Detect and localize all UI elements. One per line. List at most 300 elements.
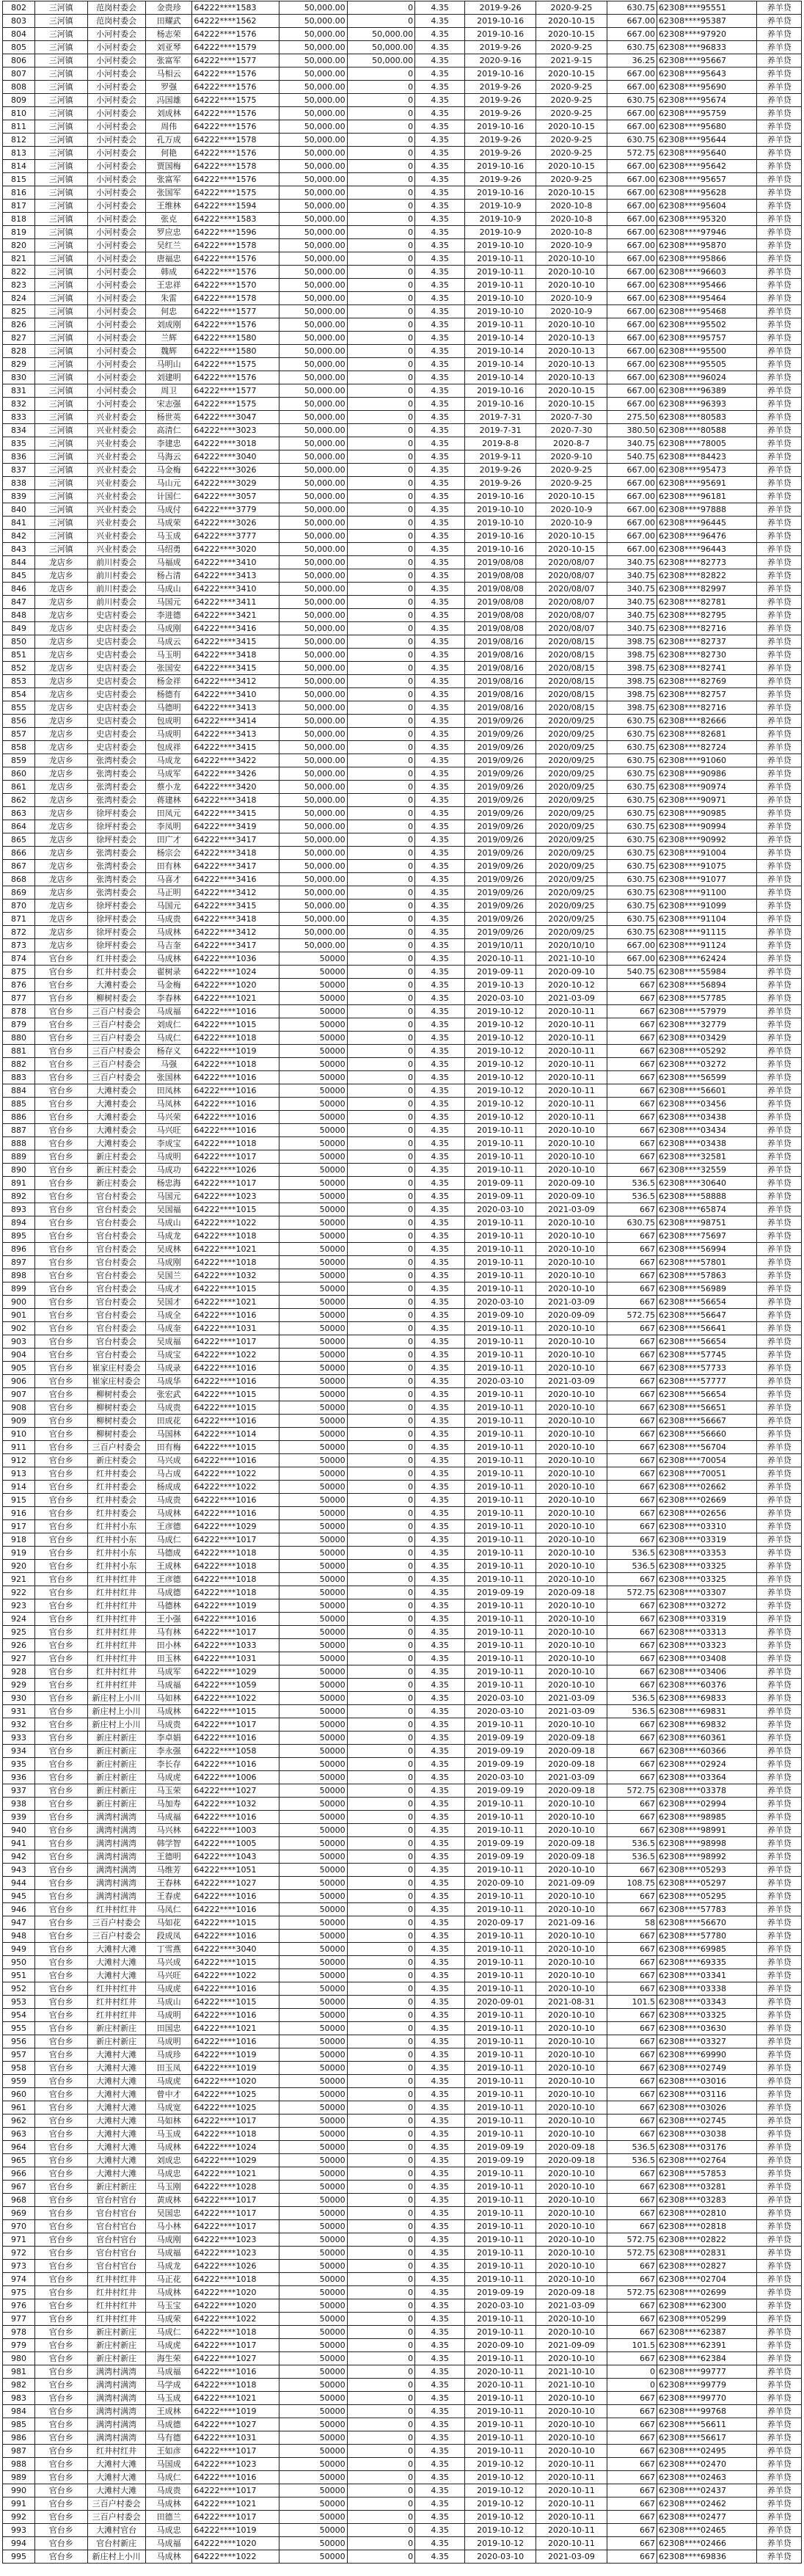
loan-amount: 50,000.00: [279, 583, 347, 596]
row-number: 876: [3, 979, 35, 992]
table-row: [3, 966, 802, 979]
loan-balance: 0: [347, 1969, 414, 1982]
account-number: 62308****62424: [657, 952, 757, 966]
account-number: 62308****60376: [657, 1679, 757, 1692]
start-date: 2019-09-19: [465, 1745, 536, 1758]
account-number: 62308****03319: [657, 1533, 757, 1547]
interest-amount: 667: [607, 1943, 657, 1956]
loan-type: 养羊贷: [757, 134, 802, 147]
interest-rate: 4.35: [415, 622, 465, 635]
end-date: 2020-10-10: [536, 1401, 607, 1415]
table-row: [3, 2273, 802, 2286]
loan-amount: 50000: [279, 1494, 347, 1507]
table-row: [3, 1335, 802, 1349]
row-number: 973: [3, 2260, 35, 2273]
end-date: 2020-10-10: [536, 2313, 607, 2326]
borrower-name: 马成贵: [145, 1401, 192, 1415]
start-date: 2019-10-12: [465, 2471, 536, 2484]
account-number: 62308****82757: [657, 688, 757, 701]
id-number: 64222****1017: [192, 1335, 279, 1349]
loan-amount: 50,000.00: [279, 266, 347, 279]
table-row: [3, 1401, 802, 1415]
township: 三河镇: [35, 94, 88, 107]
loan-balance: 0: [347, 1428, 414, 1441]
table-row: [3, 1282, 802, 1296]
interest-amount: 667: [607, 1507, 657, 1520]
interest-rate: 4.35: [415, 2471, 465, 2484]
township: 官台乡: [35, 1824, 88, 1837]
township: 三河镇: [35, 213, 88, 226]
interest-amount: 667: [607, 1243, 657, 1256]
row-number: 853: [3, 675, 35, 688]
loan-balance: 0: [347, 1916, 414, 1930]
loan-balance: 0: [347, 1560, 414, 1573]
account-number: 62308****82716: [657, 701, 757, 715]
loan-type: 养羊贷: [757, 979, 802, 992]
end-date: 2020-9-10: [536, 450, 607, 464]
start-date: 2020-03-10: [465, 1771, 536, 1784]
id-number: 64222****1015: [192, 1388, 279, 1401]
row-number: 901: [3, 1309, 35, 1322]
village: 张湾村委会: [87, 873, 145, 886]
account-number: 62308****02669: [657, 1494, 757, 1507]
village: 红井村红井: [87, 2009, 145, 2022]
account-number: 62308****32779: [657, 1018, 757, 1032]
id-number: 64222****1018: [192, 2273, 279, 2286]
table-row: [3, 266, 802, 279]
table-row: [3, 569, 802, 583]
table-row: [3, 1586, 802, 1599]
account-number: 62308****02466: [657, 2537, 757, 2550]
township: 三河镇: [35, 292, 88, 305]
interest-rate: 4.35: [415, 1137, 465, 1150]
start-date: 2019-10-12: [465, 2537, 536, 2550]
row-number: 910: [3, 1428, 35, 1441]
loan-balance: 0: [347, 543, 414, 556]
loan-balance: 0: [347, 556, 414, 569]
loan-type: 养羊贷: [757, 1930, 802, 1943]
id-number: 64222****1018: [192, 1137, 279, 1150]
row-number: 862: [3, 794, 35, 807]
borrower-name: 马成福: [145, 1005, 192, 1018]
township: 官台乡: [35, 1745, 88, 1758]
interest-rate: 4.35: [415, 266, 465, 279]
township: 龙店乡: [35, 662, 88, 675]
id-number: 64222****1016: [192, 2365, 279, 2379]
village: 小河村委会: [87, 160, 145, 173]
account-number: 62308****02764: [657, 2154, 757, 2167]
loan-balance: 50,000.00: [347, 41, 414, 54]
loan-balance: 0: [347, 1547, 414, 1560]
interest-rate: 4.35: [415, 1798, 465, 1811]
township: 官台乡: [35, 1520, 88, 1533]
end-date: 2020-10-10: [536, 1362, 607, 1375]
loan-type: 养羊贷: [757, 2009, 802, 2022]
borrower-name: 张国军: [145, 186, 192, 200]
loan-balance: 0: [347, 886, 414, 900]
account-number: 62308****91099: [657, 900, 757, 913]
id-number: 64222****1021: [192, 2497, 279, 2511]
loan-balance: 0: [347, 332, 414, 345]
end-date: 2020/09/25: [536, 873, 607, 886]
loan-amount: 50000: [279, 1415, 347, 1428]
loan-type: 养羊贷: [757, 1665, 802, 1679]
village: 小河村委会: [87, 107, 145, 120]
loan-type: 养羊贷: [757, 477, 802, 490]
end-date: 2020-10-10: [536, 2009, 607, 2022]
row-number: 883: [3, 1071, 35, 1084]
end-date: 2020-10-10: [536, 1467, 607, 1481]
row-number: 902: [3, 1322, 35, 1335]
township: 三河镇: [35, 411, 88, 424]
interest-amount: 667.00: [607, 160, 657, 173]
loan-amount: 50000: [279, 2299, 347, 2313]
row-number: 953: [3, 1996, 35, 2009]
village: 史店村委会: [87, 609, 145, 622]
loan-type: 养羊贷: [757, 517, 802, 530]
interest-rate: 4.35: [415, 926, 465, 939]
loan-amount: 50000: [279, 1732, 347, 1745]
interest-rate: 4.35: [415, 384, 465, 398]
township: 三河镇: [35, 239, 88, 252]
end-date: 2020/09/25: [536, 728, 607, 741]
village: 官台村委会: [87, 1230, 145, 1243]
id-number: 64222****1578: [192, 292, 279, 305]
end-date: 2020-10-11: [536, 1111, 607, 1124]
account-number: 62308****97946: [657, 226, 757, 239]
table-row: [3, 2511, 802, 2524]
row-number: 936: [3, 1771, 35, 1784]
start-date: 2019-10-11: [465, 2233, 536, 2247]
account-number: 62308****03406: [657, 1665, 757, 1679]
account-number: 62308****95551: [657, 1, 757, 15]
township: 官台乡: [35, 1164, 88, 1177]
start-date: 2019/08/16: [465, 649, 536, 662]
row-number: 805: [3, 41, 35, 54]
interest-amount: 667.00: [607, 477, 657, 490]
row-number: 854: [3, 688, 35, 701]
id-number: 64222****3018: [192, 437, 279, 450]
end-date: 2020-10-10: [536, 1322, 607, 1335]
village: 红井村红井: [87, 2445, 145, 2458]
table-row: [3, 160, 802, 173]
id-number: 64222****1570: [192, 279, 279, 292]
interest-amount: 667: [607, 2471, 657, 2484]
id-number: 64222****1043: [192, 1850, 279, 1864]
end-date: 2020/08/15: [536, 688, 607, 701]
interest-rate: 4.35: [415, 1428, 465, 1441]
loan-balance: 0: [347, 1375, 414, 1388]
id-number: 64222****1016: [192, 1732, 279, 1745]
loan-type: 养羊贷: [757, 820, 802, 833]
interest-amount: 667: [607, 2352, 657, 2365]
id-number: 64222****1032: [192, 1798, 279, 1811]
table-row: [3, 781, 802, 794]
loan-table-body: [3, 1, 802, 2564]
row-number: 932: [3, 1718, 35, 1732]
id-number: 64222****1021: [192, 2392, 279, 2405]
id-number: 64222****1029: [192, 2154, 279, 2167]
borrower-name: 马成明: [145, 2009, 192, 2022]
township: 官台乡: [35, 1137, 88, 1150]
id-number: 64222****1575: [192, 398, 279, 411]
township: 官台乡: [35, 1639, 88, 1652]
interest-rate: 4.35: [415, 1309, 465, 1322]
township: 官台乡: [35, 1494, 88, 1507]
id-number: 64222****1019: [192, 2524, 279, 2537]
interest-rate: 4.35: [415, 437, 465, 450]
borrower-name: 马成刚: [145, 2233, 192, 2247]
id-number: 64222****3414: [192, 715, 279, 728]
interest-amount: 667: [607, 1758, 657, 1771]
loan-balance: 0: [347, 596, 414, 609]
account-number: 62308****60366: [657, 1745, 757, 1758]
account-number: 62308****05299: [657, 2313, 757, 2326]
id-number: 64222****1015: [192, 1282, 279, 1296]
row-number: 941: [3, 1837, 35, 1850]
borrower-name: 马玉成: [145, 2128, 192, 2141]
interest-rate: 4.35: [415, 120, 465, 134]
loan-type: 养羊贷: [757, 2088, 802, 2101]
interest-amount: 667.00: [607, 213, 657, 226]
loan-balance: 0: [347, 1256, 414, 1269]
table-row: [3, 477, 802, 490]
loan-type: 养羊贷: [757, 1811, 802, 1824]
end-date: 2020-10-10: [536, 2233, 607, 2247]
table-row: [3, 2167, 802, 2181]
start-date: 2019-10-12: [465, 1084, 536, 1098]
interest-amount: 101.5: [607, 2339, 657, 2352]
account-number: 62308****95674: [657, 94, 757, 107]
township: 龙店乡: [35, 675, 88, 688]
start-date: 2019-9-26: [465, 134, 536, 147]
interest-rate: 4.35: [415, 28, 465, 41]
id-number: 64222****1018: [192, 1560, 279, 1573]
end-date: 2020/09/25: [536, 754, 607, 767]
loan-amount: 50000: [279, 1203, 347, 1216]
loan-amount: 50,000.00: [279, 81, 347, 94]
borrower-name: 吴国福: [145, 1203, 192, 1216]
borrower-name: 马成林: [145, 1705, 192, 1718]
table-row: [3, 1758, 802, 1771]
loan-amount: 50000: [279, 1520, 347, 1533]
loan-amount: 50000: [279, 2154, 347, 2167]
loan-balance: 0: [347, 675, 414, 688]
interest-amount: 667: [607, 2445, 657, 2458]
village: 张湾村委会: [87, 794, 145, 807]
row-number: 952: [3, 1982, 35, 1996]
loan-type: 养羊贷: [757, 992, 802, 1005]
loan-amount: 50000: [279, 1177, 347, 1190]
id-number: 64222****1017: [192, 2115, 279, 2128]
loan-type: 养羊贷: [757, 384, 802, 398]
row-number: 840: [3, 503, 35, 517]
loan-type: 养羊贷: [757, 1216, 802, 1230]
account-number: 62308****78005: [657, 437, 757, 450]
interest-amount: 667.00: [607, 398, 657, 411]
loan-type: 养羊贷: [757, 1507, 802, 1520]
village: 大滩村委会: [87, 1137, 145, 1150]
borrower-name: 马德林: [145, 1599, 192, 1613]
table-row: [3, 2365, 802, 2379]
borrower-name: 马成林: [145, 1507, 192, 1520]
row-number: 873: [3, 939, 35, 952]
loan-balance: 0: [347, 358, 414, 371]
table-row: [3, 701, 802, 715]
loan-balance: 0: [347, 1679, 414, 1692]
interest-amount: 398.75: [607, 662, 657, 675]
interest-amount: 667.00: [607, 371, 657, 384]
loan-amount: 50000: [279, 2233, 347, 2247]
loan-balance: 0: [347, 833, 414, 847]
start-date: 2019-10-11: [465, 2313, 536, 2326]
interest-rate: 4.35: [415, 1547, 465, 1560]
loan-balance: 0: [347, 266, 414, 279]
borrower-name: 马凤仁: [145, 1903, 192, 1916]
interest-rate: 4.35: [415, 1599, 465, 1613]
township: 官台乡: [35, 1454, 88, 1467]
township: 官台乡: [35, 1428, 88, 1441]
borrower-name: 孔万成: [145, 134, 192, 147]
loan-type: 养羊贷: [757, 1784, 802, 1798]
loan-amount: 50000: [279, 2339, 347, 2352]
interest-rate: 4.35: [415, 688, 465, 701]
interest-amount: 667: [607, 1732, 657, 1745]
village: 满湾村满湾: [87, 2365, 145, 2379]
table-row: [3, 2062, 802, 2075]
id-number: 64222****1562: [192, 15, 279, 28]
borrower-name: 包成祥: [145, 741, 192, 754]
loan-balance: 0: [347, 1533, 414, 1547]
start-date: 2019-10-11: [465, 1864, 536, 1877]
interest-amount: 667: [607, 1230, 657, 1243]
start-date: 2019-10-11: [465, 2088, 536, 2101]
start-date: 2019-10-11: [465, 1137, 536, 1150]
loan-balance: 0: [347, 2392, 414, 2405]
start-date: 2019/08/16: [465, 635, 536, 649]
row-number: 894: [3, 1216, 35, 1230]
row-number: 850: [3, 635, 35, 649]
id-number: 64222****3040: [192, 450, 279, 464]
township: 官台乡: [35, 2181, 88, 2194]
table-row: [3, 213, 802, 226]
table-row: [3, 134, 802, 147]
interest-amount: 667.00: [607, 490, 657, 503]
loan-balance: 0: [347, 781, 414, 794]
loan-type: 养羊贷: [757, 1982, 802, 1996]
loan-amount: 50000: [279, 1903, 347, 1916]
id-number: 64222****3779: [192, 503, 279, 517]
start-date: 2019/08/08: [465, 596, 536, 609]
township: 官台乡: [35, 1071, 88, 1084]
start-date: 2019/08/16: [465, 675, 536, 688]
loan-balance: 0: [347, 1084, 414, 1098]
borrower-name: 马成贵: [145, 2484, 192, 2497]
interest-rate: 4.35: [415, 1745, 465, 1758]
id-number: 64222****1016: [192, 1890, 279, 1903]
account-number: 62308****05293: [657, 1864, 757, 1877]
village: 小河村委会: [87, 186, 145, 200]
borrower-name: 周伟: [145, 120, 192, 134]
loan-amount: 50000: [279, 1850, 347, 1864]
table-row: [3, 1560, 802, 1573]
township: 官台乡: [35, 2207, 88, 2220]
account-number: 62308****57863: [657, 1269, 757, 1282]
interest-amount: 58: [607, 1916, 657, 1930]
loan-balance: 0: [347, 1216, 414, 1230]
end-date: 2020-10-11: [536, 2471, 607, 2484]
interest-rate: 4.35: [415, 860, 465, 873]
start-date: 2019-10-11: [465, 1467, 536, 1481]
loan-type: 养羊贷: [757, 2445, 802, 2458]
id-number: 64222****1017: [192, 1177, 279, 1190]
row-number: 895: [3, 1230, 35, 1243]
loan-balance: 0: [347, 754, 414, 767]
row-number: 923: [3, 1599, 35, 1613]
table-row: [3, 2141, 802, 2154]
start-date: 2019-10-11: [465, 1811, 536, 1824]
township: 三河镇: [35, 67, 88, 81]
id-number: 64222****3411: [192, 596, 279, 609]
interest-rate: 4.35: [415, 186, 465, 200]
account-number: 62308****56647: [657, 1309, 757, 1322]
table-row: [3, 239, 802, 252]
township: 官台乡: [35, 1784, 88, 1798]
loan-type: 养羊贷: [757, 41, 802, 54]
start-date: 2019-10-11: [465, 2247, 536, 2260]
end-date: 2020/09/25: [536, 900, 607, 913]
start-date: 2019-10-11: [465, 2062, 536, 2075]
account-number: 62308****69985: [657, 1943, 757, 1956]
loan-type: 养羊贷: [757, 1956, 802, 1969]
interest-amount: 667: [607, 1137, 657, 1150]
loan-balance: 0: [347, 2115, 414, 2128]
interest-amount: 667: [607, 1058, 657, 1071]
borrower-name: 马成刚: [145, 1256, 192, 1269]
loan-balance: 0: [347, 239, 414, 252]
start-date: 2019/09/26: [465, 728, 536, 741]
end-date: 2020-09-10: [536, 966, 607, 979]
borrower-name: 马成忠: [145, 2167, 192, 2181]
start-date: 2019-10-11: [465, 1441, 536, 1454]
borrower-name: 马明山: [145, 358, 192, 371]
interest-amount: 667: [607, 1349, 657, 1362]
loan-amount: 50,000.00: [279, 517, 347, 530]
start-date: 2019-10-16: [465, 186, 536, 200]
table-row: [3, 556, 802, 569]
start-date: 2020-03-10: [465, 2299, 536, 2313]
row-number: 980: [3, 2352, 35, 2365]
loan-type: 养羊贷: [757, 1296, 802, 1309]
start-date: 2019-10-11: [465, 2445, 536, 2458]
loan-amount: 50000: [279, 1243, 347, 1256]
account-number: 62308****03038: [657, 2128, 757, 2141]
row-number: 907: [3, 1388, 35, 1401]
table-row: [3, 1547, 802, 1560]
interest-amount: 667.00: [607, 107, 657, 120]
row-number: 819: [3, 226, 35, 239]
table-row: [3, 2537, 802, 2550]
loan-amount: 50000: [279, 1335, 347, 1349]
table-row: [3, 252, 802, 266]
village: 小河村委会: [87, 173, 145, 186]
account-number: 62308****56641: [657, 1322, 757, 1335]
id-number: 64222****3410: [192, 556, 279, 569]
account-number: 62308****69990: [657, 2048, 757, 2062]
start-date: 2019-10-12: [465, 2458, 536, 2471]
account-number: 62308****91060: [657, 754, 757, 767]
row-number: 954: [3, 2009, 35, 2022]
